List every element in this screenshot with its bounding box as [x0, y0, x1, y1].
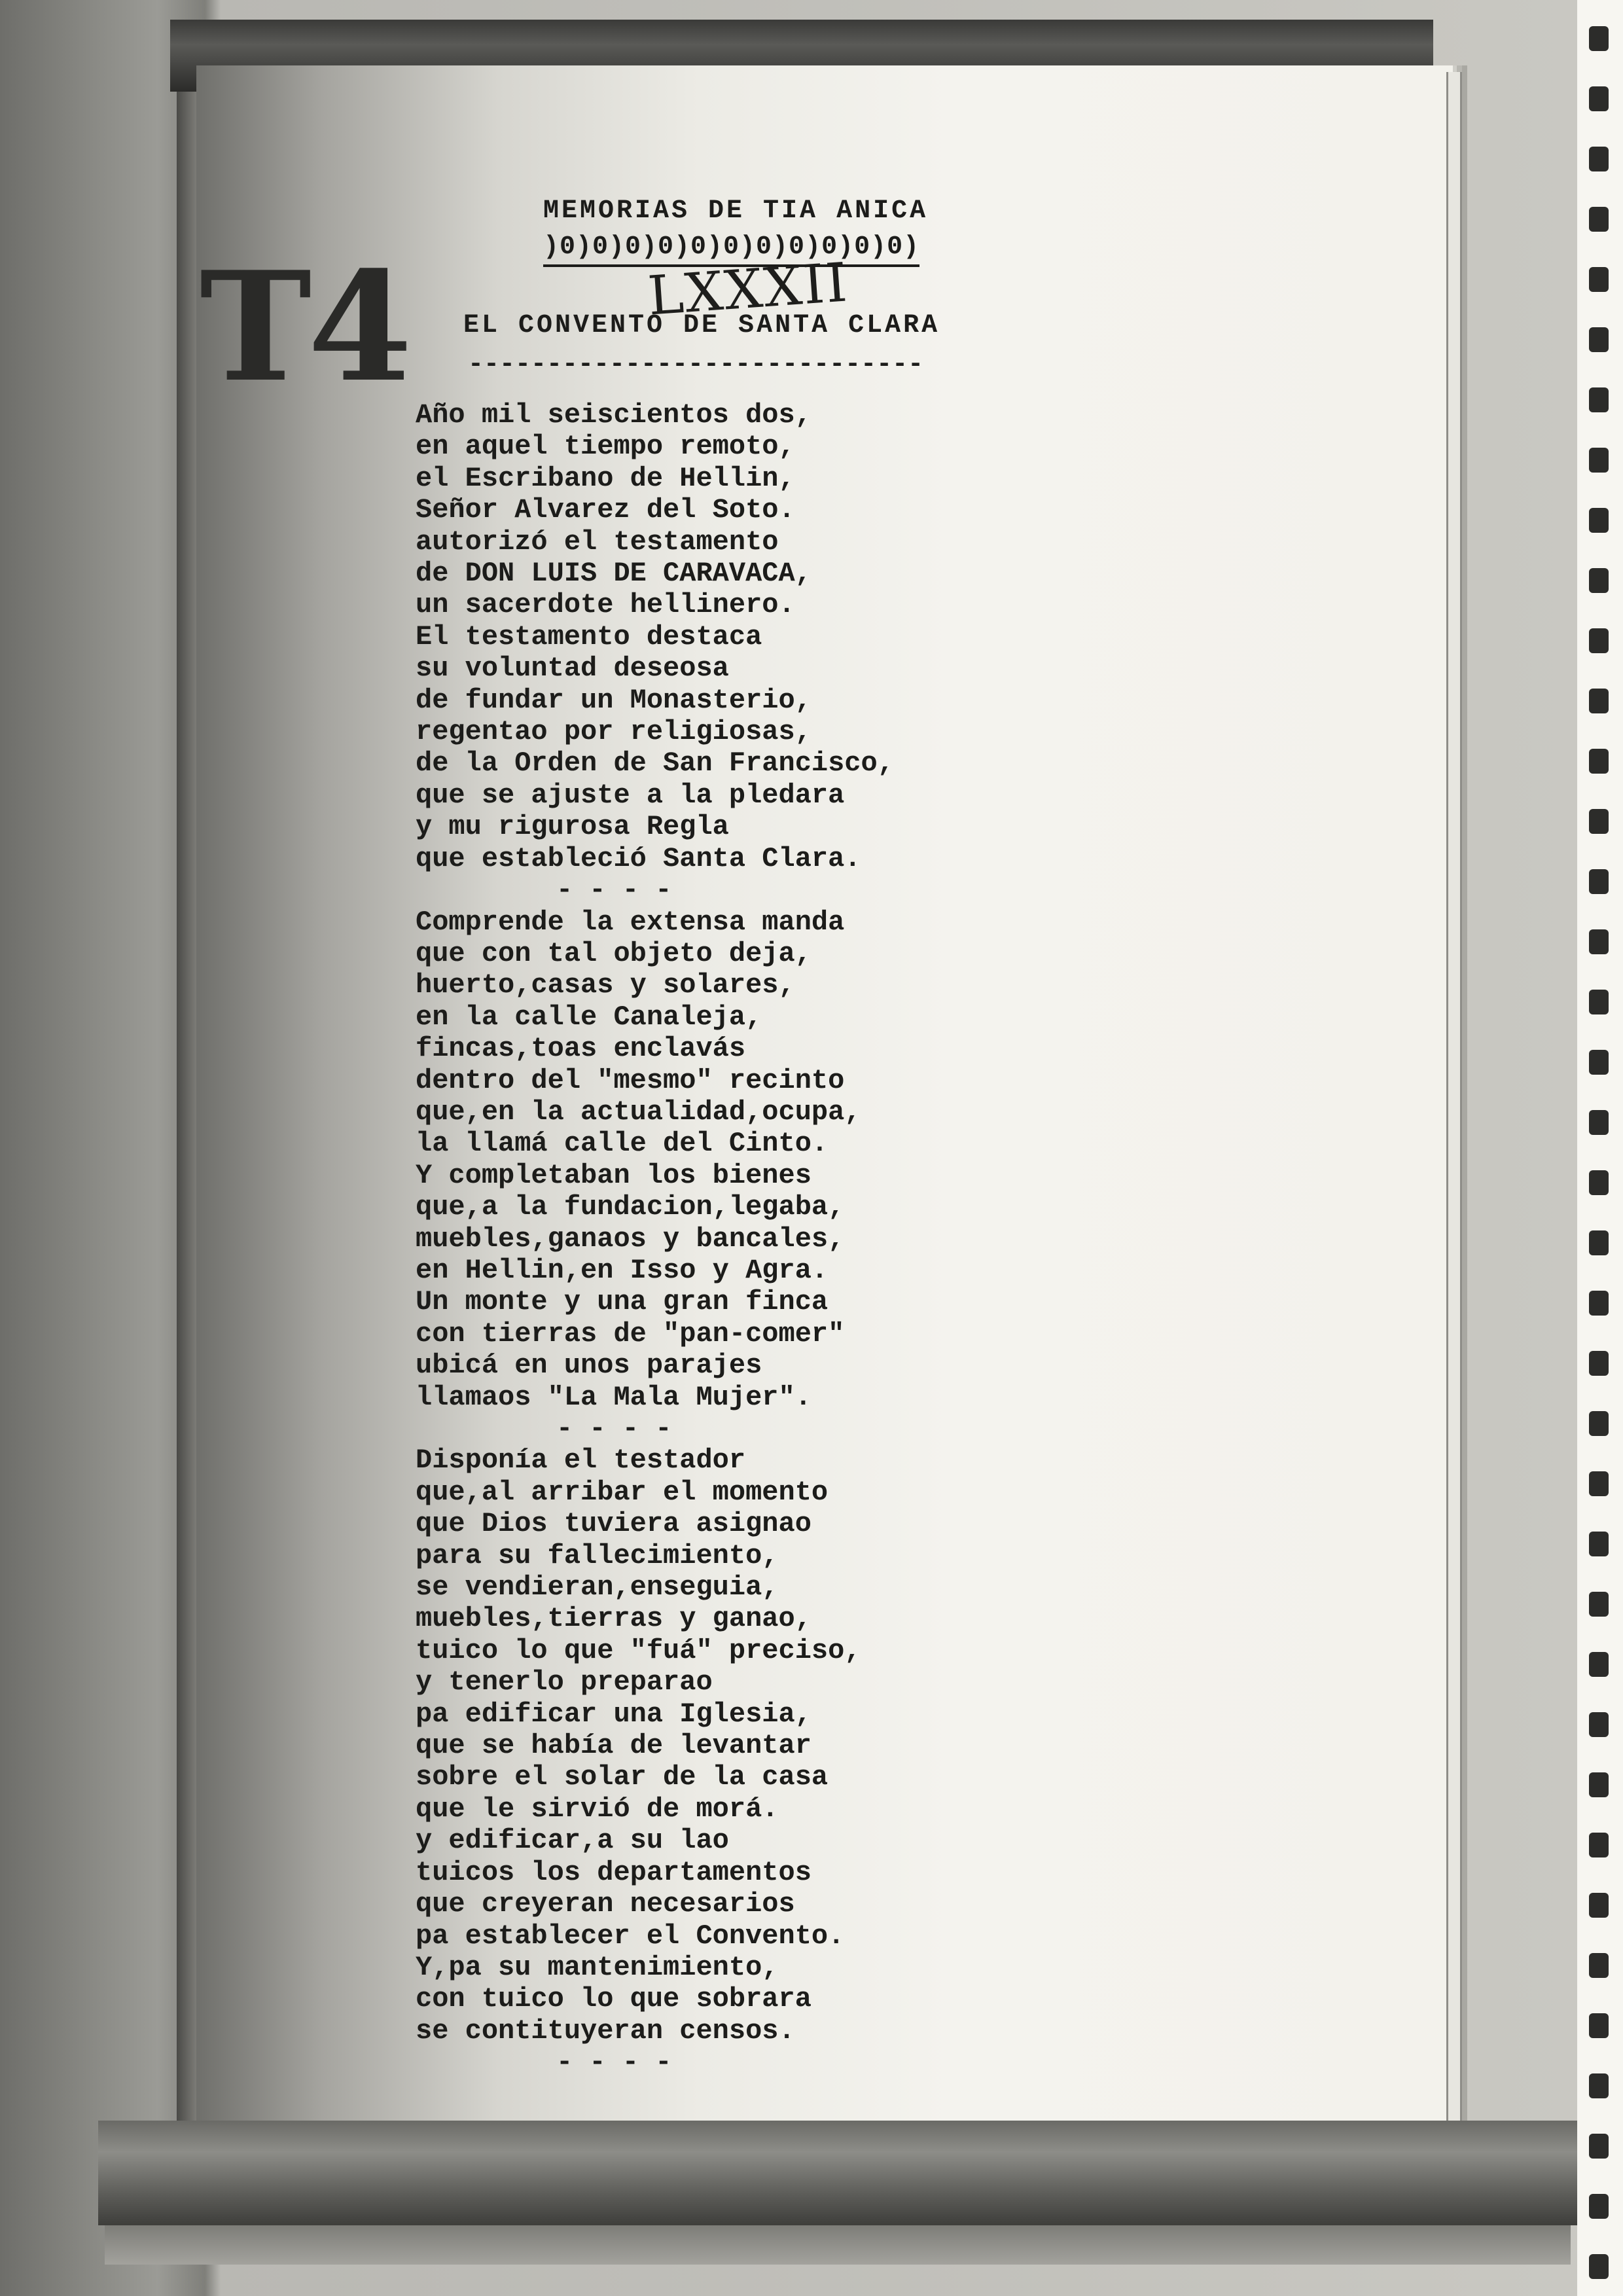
poem-line: pa establecer el Convento.: [416, 1920, 845, 1952]
poem-line: huerto,casas y solares,: [416, 969, 795, 1001]
poem-line: que,en la actualidad,ocupa,: [416, 1096, 861, 1128]
poem-line: tuico lo que "fuá" preciso,: [416, 1634, 861, 1666]
poem-line: en Hellin,en Isso y Agra.: [416, 1254, 829, 1286]
subtitle-rule: -----------------------------: [468, 350, 924, 380]
poem-line: muebles,ganaos y bancales,: [416, 1223, 845, 1255]
poem-line: Comprende la extensa manda: [416, 906, 845, 938]
stanza-separator: - - - -: [556, 2047, 672, 2079]
title-decoration: )0)0)0)0)0)0)0)0)0)0)0): [543, 232, 919, 267]
document-title: MEMORIAS DE TIA ANICA: [543, 196, 929, 226]
perforation-hole: [1589, 2073, 1609, 2098]
poem-body: [416, 399, 1397, 2079]
poem-line: que Dios tuviera asignao: [416, 1508, 812, 1540]
poem-line: Señor Alvarez del Soto.: [416, 494, 795, 526]
poem-line: y tenerlo preparao: [416, 1666, 713, 1698]
perforation-hole: [1589, 689, 1609, 713]
poem-line: que,a la fundacion,legaba,: [416, 1191, 845, 1223]
poem-line: y edificar,a su lao: [416, 1825, 729, 1857]
perforation-hole: [1589, 1953, 1609, 1978]
stanza-separator: - - - -: [556, 874, 672, 906]
poem-line: que con tal objeto deja,: [416, 937, 812, 969]
perforation-hole: [1589, 749, 1609, 774]
perforation-hole: [1589, 2254, 1609, 2279]
perforation-hole: [1589, 207, 1609, 232]
perforation-hole: [1589, 1351, 1609, 1376]
poem-line: con tierras de "pan-comer": [416, 1318, 845, 1350]
poem-line: de la Orden de San Francisco,: [416, 747, 894, 780]
perforation-hole: [1589, 1592, 1609, 1617]
poem-line: para su fallecimiento,: [416, 1539, 779, 1571]
perforation-hole: [1589, 508, 1609, 533]
perforation-hole: [1589, 1471, 1609, 1496]
poem-line: Y completaban los bienes: [416, 1159, 812, 1191]
poem-line: llamaos "La Mala Mujer".: [416, 1381, 812, 1413]
perforation-hole: [1589, 1291, 1609, 1316]
stanza-separator: - - - -: [556, 1413, 672, 1444]
poem-line: Año mil seiscientos dos,: [416, 399, 812, 431]
perforation-hole: [1589, 809, 1609, 834]
perforation-hole: [1589, 2194, 1609, 2219]
poem-line: dentro del "mesmo" recinto: [416, 1064, 845, 1096]
perforation-hole: [1589, 1170, 1609, 1195]
poem-line: pa edificar una Iglesia,: [416, 1698, 812, 1730]
poem-line: regentao por religiosas,: [416, 716, 812, 748]
perforation-hole: [1589, 929, 1609, 954]
poem-line: que,al arribar el momento: [416, 1476, 829, 1508]
poem-line: en aquel tiempo remoto,: [416, 431, 795, 463]
handwritten-number: LXXXII: [646, 251, 851, 328]
poem-line: se contituyeran censos.: [416, 2015, 795, 2047]
perforation-hole: [1589, 26, 1609, 51]
poem-line: que estableció Santa Clara.: [416, 842, 861, 874]
poem-line: en la calle Canaleja,: [416, 1001, 762, 1033]
page-stack-edge: [1446, 72, 1462, 2134]
perforation-hole: [1589, 1772, 1609, 1797]
poem-line: el Escribano de Hellin,: [416, 462, 795, 494]
perforation-hole: [1589, 2134, 1609, 2159]
poem-line: un sacerdote hellinero.: [416, 589, 795, 621]
perforation-hole: [1589, 1652, 1609, 1677]
perforation-hole: [1589, 2013, 1609, 2038]
poem-line: que le sirvió de morá.: [416, 1793, 779, 1825]
poem-line: y mu rigurosa Regla: [416, 811, 729, 843]
document-subtitle: EL CONVENTO DE SANTA CLARA: [463, 311, 940, 340]
perforation-hole: [1589, 1230, 1609, 1255]
archive-stamp: T4: [200, 239, 409, 416]
perforation-hole: [1589, 1050, 1609, 1075]
poem-line: Y,pa su mantenimiento,: [416, 1951, 779, 1983]
perforation-hole: [1589, 1712, 1609, 1737]
perforation-hole: [1589, 869, 1609, 894]
poem-line: fincas,toas enclavás: [416, 1033, 746, 1065]
poem-line: Disponía el testador: [416, 1444, 746, 1477]
poem-line: Un monte y una gran finca: [416, 1286, 829, 1318]
perforation-hole: [1589, 1833, 1609, 1857]
poem-line: su voluntad deseosa: [416, 653, 729, 685]
perforation-hole: [1589, 1110, 1609, 1135]
poem-line: que creyeran necesarios: [416, 1888, 795, 1920]
perforation-hole: [1589, 448, 1609, 473]
perforation-hole: [1589, 568, 1609, 593]
perforation-hole: [1589, 267, 1609, 292]
poem-line: la llamá calle del Cinto.: [416, 1128, 829, 1160]
poem-line: de DON LUIS DE CARAVACA,: [416, 558, 812, 590]
poem-line: con tuico lo que sobrara: [416, 1983, 812, 2015]
poem-line: que se ajuste a la pledara: [416, 779, 845, 811]
poem-line: muebles,tierras y ganao,: [416, 1603, 812, 1635]
poem-line: El testamento destaca: [416, 620, 762, 653]
perforation-hole: [1589, 990, 1609, 1014]
poem-line: autorizó el testamento: [416, 526, 779, 558]
perforation-hole: [1589, 1411, 1609, 1436]
poem-line: de fundar un Monasterio,: [416, 684, 812, 716]
perforation-hole: [1589, 1893, 1609, 1918]
perforated-edge: [1577, 0, 1623, 2296]
perforation-hole: [1589, 628, 1609, 653]
poem-line: ubicá en unos parajes: [416, 1350, 762, 1382]
poem-line: que se había de levantar: [416, 1730, 812, 1762]
perforation-hole: [1589, 147, 1609, 171]
binder-bottom-strip: [105, 2225, 1571, 2265]
perforation-hole: [1589, 86, 1609, 111]
poem-line: sobre el solar de la casa: [416, 1761, 829, 1793]
poem-line: tuicos los departamentos: [416, 1856, 812, 1888]
perforation-hole: [1589, 1532, 1609, 1556]
binder-bottom-bar: [98, 2121, 1577, 2225]
perforation-hole: [1589, 387, 1609, 412]
poem-line: se vendieran,enseguia,: [416, 1571, 779, 1604]
perforation-hole: [1589, 327, 1609, 352]
